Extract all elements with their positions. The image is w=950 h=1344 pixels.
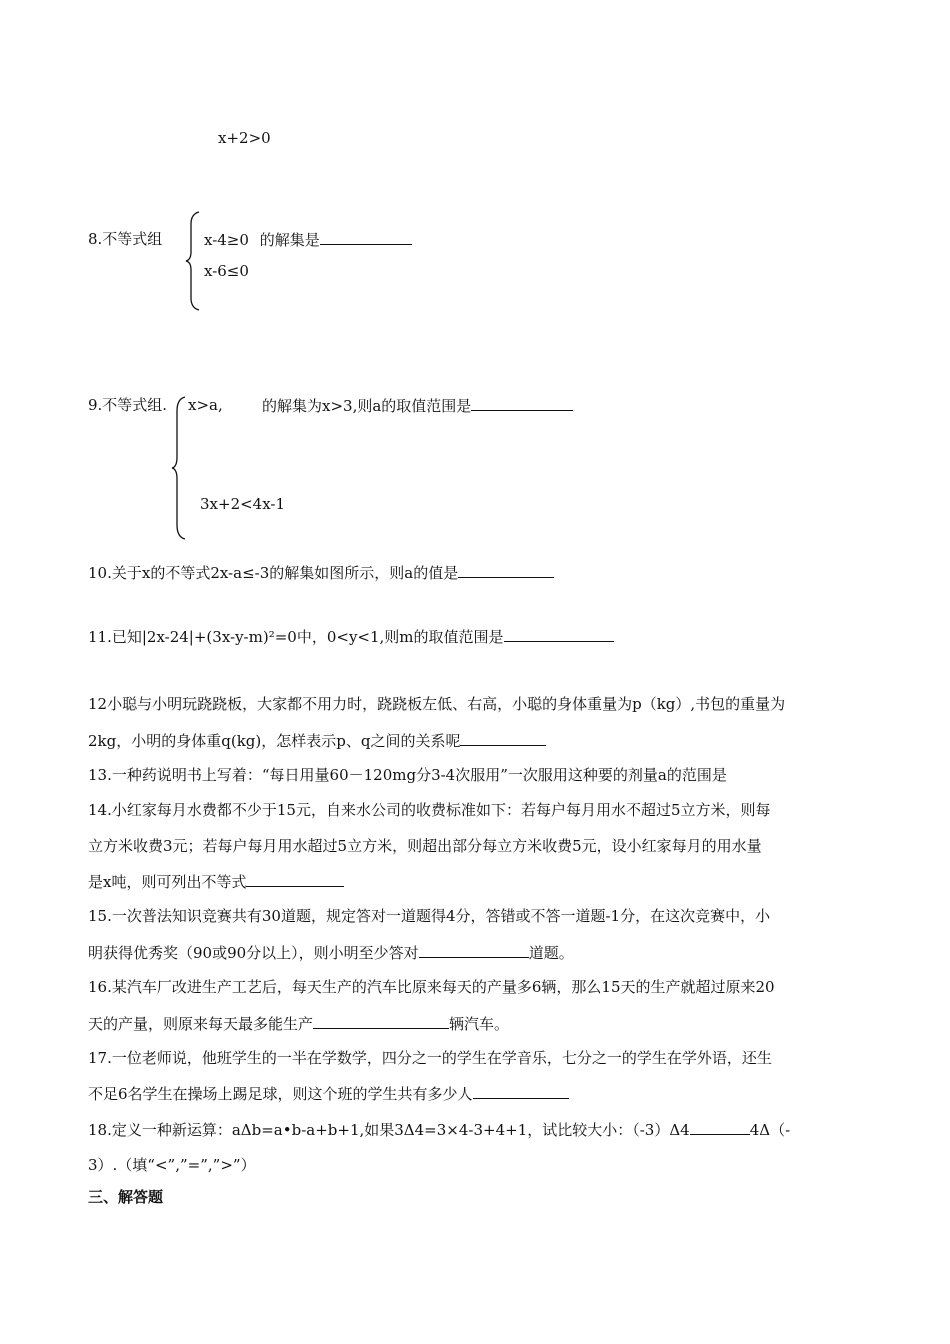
q18-line1-text: 18.定义一种新运算：aΔb=a•b-a+b+1,如果3Δ4=3×4-3+4+1，试比较大小：（-3）Δ4 — [88, 1121, 690, 1139]
q18-line1-suffix: 4Δ（- — [749, 1121, 791, 1139]
q16-line2-text: 天的产量，则原来每天最多能生产 — [88, 1015, 314, 1033]
q12-line2-text: 2kg，小明的身体重q(kg)，怎样表示p、q之间的关系呢 — [88, 732, 461, 750]
q15-line2-suffix: 道题。 — [528, 944, 574, 962]
q17-line1: 17.一位老师说，他班学生的一半在学数学，四分之一的学生在学音乐，七分之一的学生在学外语，还生 — [88, 1049, 772, 1067]
question-10 — [88, 562, 554, 583]
q12-line2 — [88, 730, 546, 751]
q12-answer-blank[interactable] — [460, 730, 546, 746]
q16-answer-blank[interactable] — [313, 1013, 449, 1029]
question-11 — [88, 626, 614, 647]
q10-answer-blank[interactable] — [458, 562, 554, 578]
q8-suffix: 的解集是 — [259, 231, 320, 249]
q10-text: 10.关于x的不等式2x-a≤-3的解集如图所示，则a的值是 — [88, 564, 459, 582]
q15-line1: 15.一次普法知识竞赛共有30道题，规定答对一道题得4分，答错或不答一道题-1分，在这次竞赛中，小 — [88, 907, 771, 925]
q17-line2 — [88, 1083, 569, 1104]
q8-inequality-2: x-6≤0 — [204, 262, 249, 280]
q9-inequality-2: 3x+2<4x-1 — [200, 495, 286, 513]
q14-line1: 14.小红家每月水费都不少于15元，自来水公司的收费标准如下：若每户每月用水不超过5立方米，则每 — [88, 801, 771, 819]
q9-suffix: 的解集为x>3,则a的取值范围是 — [262, 397, 472, 415]
q16-line2 — [88, 1013, 509, 1034]
q8-prefix: 8.不等式组 — [88, 230, 163, 248]
q12-line1: 12小聪与小明玩跷跷板，大家都不用力时，跷跷板左低、右高，小聪的身体重量为p（kg）,书包的重量为 — [88, 695, 786, 713]
q8-brace-icon — [184, 210, 202, 312]
q14-line2: 立方米收费3元；若每户每月用水超过5立方米，则超出部分每立方米收费5元，设小红家每月的用水量 — [88, 837, 762, 855]
q16-line1: 16.某汽车厂改进生产工艺后，每天生产的汽车比原来每天的产量多6辆，那么15天的生产就超过原来20 — [88, 978, 775, 996]
q17-line2-text: 不足6名学生在操场上踢足球，则这个班的学生共有多少人 — [88, 1085, 473, 1103]
q14-line3-text: 是x吨，则可列出不等式 — [88, 873, 247, 891]
q16-line2-suffix: 辆汽车。 — [449, 1015, 510, 1033]
q18-line1 — [88, 1119, 790, 1140]
q15-line2 — [88, 942, 574, 963]
q7-system-line: x+2>0 — [218, 129, 271, 147]
q9-brace-icon — [170, 395, 188, 541]
q11-answer-blank[interactable] — [504, 626, 614, 642]
q9-answer-blank[interactable] — [471, 395, 573, 411]
section-heading: 三、解答题 — [88, 1188, 164, 1206]
q11-text: 11.已知|2x-24|+(3x-y-m)²=0中，0<y<1,则m的取值范围是 — [88, 628, 504, 646]
q9-inequality-1: x>a, — [188, 396, 223, 414]
q8-inequality-1: x-4≥0 — [204, 231, 249, 249]
q15-line2-text: 明获得优秀奖（90或90分以上），则小明至少答对 — [88, 944, 419, 962]
q15-answer-blank[interactable] — [419, 942, 529, 958]
q18-line2: 3）.（填“<”,”=”,”>”） — [88, 1156, 256, 1174]
question-13: 13.一种药说明书上写着：“每日用量60－120mg分3-4次服用”一次服用这种要的剂量a的范围是 — [88, 766, 727, 784]
q14-line3 — [88, 871, 344, 892]
q17-answer-blank[interactable] — [473, 1083, 569, 1099]
q9-prefix: 9.不等式组. — [88, 396, 168, 414]
q9-suffix-line — [262, 395, 573, 416]
q14-answer-blank[interactable] — [246, 871, 344, 887]
q18-answer-blank[interactable] — [690, 1119, 750, 1135]
q8-line1 — [204, 229, 412, 250]
q8-answer-blank[interactable] — [320, 229, 412, 245]
